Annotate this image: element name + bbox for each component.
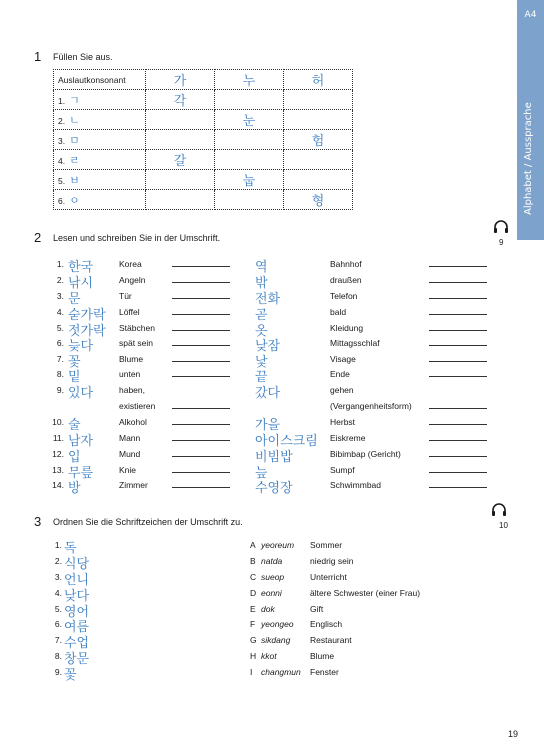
korean-word: 수업 [64,636,90,651]
answer-line[interactable] [172,345,230,346]
korean-word: 밖 [255,276,268,291]
option-letter: E [250,604,256,614]
romanization: sikdang [261,635,291,645]
korean-word: 늦다 [68,339,94,354]
answer-cell[interactable] [146,110,215,130]
final-consonant: ㅁ [69,134,80,147]
table-row [54,90,353,110]
german-word: Schwimmbad [330,480,382,490]
korean-word: 여름 [64,620,90,635]
german-word: Bahnhof [330,259,362,269]
item-number: 1. [56,259,64,269]
answer-cell[interactable] [215,130,284,150]
answer-cell[interactable] [284,150,353,170]
german-word: Herbst [330,417,356,427]
korean-word: 창문 [64,652,90,667]
german-word: (Vergangenheitsform) [330,401,412,411]
row-label [54,90,146,110]
row-number: 4. [58,155,66,166]
korean-word: 전화 [255,292,281,307]
answer-line[interactable] [429,487,487,488]
german-word: Tür [119,291,132,301]
item-number: 9. [56,385,64,395]
final-consonant: ㄹ [69,154,80,167]
german-word: Bibimbap (Gericht) [330,449,401,459]
korean-word: 끝 [255,370,268,385]
korean-word: 문 [68,292,81,307]
headphones-icon[interactable] [491,503,507,517]
german-word: existieren [119,401,156,411]
answer-line[interactable] [172,376,230,377]
korean-word: 식당 [64,557,90,572]
german-word: Stäbchen [119,323,155,333]
german-word: Knie [119,465,137,475]
option-letter: G [250,635,257,645]
german-word: Löffel [119,307,140,317]
answer-line[interactable] [429,440,487,441]
german-word: Korea [119,259,142,269]
answer-line[interactable] [172,456,230,457]
exercise-2-number: 2 [34,230,42,245]
german-word: Blume [119,354,144,364]
item-number: 6. [56,338,64,348]
exercise-3-number: 3 [34,514,42,529]
answer-line[interactable] [429,298,487,299]
option-letter: F [250,619,256,629]
korean-word: 갔다 [255,386,281,401]
german-word: Sumpf [330,465,355,475]
answer-line[interactable] [429,330,487,331]
row-number: 3. [58,135,66,146]
answer-cell[interactable] [284,110,353,130]
final-consonant: ㅂ [69,174,80,187]
audio-track-number: 9 [499,238,504,247]
answer-cell[interactable]: 형 [284,190,353,210]
row-label [54,150,146,170]
row-number: 5. [58,175,66,186]
answer-line[interactable] [429,282,487,283]
german-meaning: ältere Schwester (einer Frau) [310,588,421,598]
exercise-1-title: Füllen Sie aus. [53,52,113,62]
row-number: 2. [58,115,66,126]
headphones-icon[interactable] [493,220,509,234]
answer-cell[interactable] [146,190,215,210]
audio-track-number: 10 [499,521,508,530]
korean-word: 꽃 [64,668,77,683]
answer-line[interactable] [429,456,487,457]
section-label: A4 [524,10,537,20]
answer-line[interactable] [429,376,487,377]
answer-line[interactable] [172,266,230,267]
final-consonant: ㄴ [69,114,80,127]
german-word: Mittagsschlaf [330,338,380,348]
romanization: sueop [261,572,285,582]
german-word: Telefon [330,291,358,301]
answer-line[interactable] [172,361,230,362]
korean-word: 술 [68,418,81,433]
korean-word: 언니 [64,573,90,588]
korean-word: 꽃 [68,355,81,370]
row-number: 6. [58,195,66,206]
answer-line[interactable] [172,424,230,425]
item-number: 14. [52,480,64,490]
korean-word: 아이스크림 [255,434,318,449]
section-sidebar [517,0,544,240]
german-meaning: Gift [310,604,324,614]
answer-cell[interactable]: 눈 [215,110,284,130]
item-number: 2. [54,556,62,566]
korean-word: 한국 [68,260,94,275]
korean-word: 비빔밥 [255,450,293,465]
answer-cell[interactable]: 눕 [215,170,284,190]
row-label [54,130,146,150]
german-word: spät sein [119,338,154,348]
answer-line[interactable] [429,314,487,315]
korean-word: 영어 [64,605,90,620]
answer-line[interactable] [172,408,230,409]
romanization: changmun [261,667,301,677]
german-meaning: Restaurant [310,635,352,645]
answer-line[interactable] [429,266,487,267]
answer-line[interactable] [429,424,487,425]
korean-word: 낮다 [64,589,90,604]
german-word: Eiskreme [330,433,366,443]
item-number: 11. [52,433,64,443]
korean-word: 방 [68,481,81,496]
romanization: dok [261,604,275,614]
answer-line[interactable] [429,361,487,362]
german-word: unten [119,369,141,379]
final-consonant: ㄱ [69,94,80,107]
answer-line[interactable] [429,408,487,409]
korean-word: 무릎 [68,466,94,481]
korean-word: 있다 [68,386,94,401]
item-number: 8. [56,369,64,379]
korean-word: 늪 [255,466,268,481]
item-number: 5. [54,604,62,614]
german-word: Angeln [119,275,146,285]
item-number: 12. [52,449,64,459]
german-word: Mund [119,449,141,459]
korean-word: 가을 [255,418,281,433]
korean-word: 곧 [255,308,268,323]
table-header-syllable: 가 [146,70,215,90]
german-word: bald [330,307,347,317]
final-consonant: ㅇ [69,194,80,207]
korean-word: 숟가락 [68,308,106,323]
korean-word: 낯 [255,355,268,370]
answer-cell[interactable] [146,170,215,190]
table-header-label: Auslautkonsonant [54,70,146,90]
answer-line[interactable] [172,472,230,473]
row-number: 1. [58,95,66,106]
answer-cell[interactable] [215,90,284,110]
korean-word: 옷 [255,324,268,339]
answer-cell[interactable] [215,190,284,210]
korean-word: 낚시 [68,276,94,291]
korean-word: 역 [255,260,268,275]
answer-line[interactable] [429,345,487,346]
german-meaning: niedrig sein [310,556,354,566]
answer-line[interactable] [429,472,487,473]
korean-word: 독 [64,541,77,556]
item-number: 7. [54,635,62,645]
table-row [54,130,353,150]
table-header-syllable: 누 [215,70,284,90]
romanization: yeongeo [261,619,294,629]
exercise-1-number: 1 [34,49,42,64]
romanization: kkot [261,651,277,661]
item-number: 6. [54,619,62,629]
item-number: 4. [54,588,62,598]
option-letter: H [250,651,257,661]
answer-line[interactable] [172,282,230,283]
table-row [54,150,353,170]
german-meaning: Englisch [310,619,343,629]
option-letter: B [250,556,256,566]
item-number: 13. [52,465,64,475]
german-meaning: Unterricht [310,572,347,582]
option-letter: D [250,588,257,598]
german-word: Kleidung [330,323,364,333]
row-label [54,170,146,190]
item-number: 9. [54,667,62,677]
item-number: 3. [56,291,64,301]
romanization: natda [261,556,283,566]
german-meaning: Fenster [310,667,339,677]
korean-word: 남자 [68,434,94,449]
answer-line[interactable] [172,440,230,441]
german-word: Alkohol [119,417,147,427]
exercise-1-table [53,69,353,210]
answer-cell[interactable]: 갈 [146,150,215,170]
korean-word: 밑 [68,370,81,385]
romanization: eonni [261,588,282,598]
answer-cell[interactable]: 각 [146,90,215,110]
item-number: 2. [56,275,64,285]
german-word: Ende [330,369,350,379]
page-number: 19 [508,729,519,739]
answer-line[interactable] [172,487,230,488]
item-number: 8. [54,651,62,661]
answer-cell[interactable] [215,150,284,170]
table-header-syllable: 허 [284,70,353,90]
row-label [54,190,146,210]
item-number: 1. [54,540,62,550]
german-word: Mann [119,433,141,443]
answer-cell[interactable] [284,90,353,110]
item-number: 7. [56,354,64,364]
topic-label: Alphabet / Aussprache [523,102,534,215]
german-word: gehen [330,385,354,395]
german-meaning: Sommer [310,540,343,550]
item-number: 4. [56,307,64,317]
item-number: 5. [56,323,64,333]
answer-cell[interactable] [284,170,353,190]
answer-cell[interactable]: 험 [284,130,353,150]
german-word: draußen [330,275,362,285]
answer-cell[interactable] [146,130,215,150]
table-row [54,170,353,190]
korean-word: 수영장 [255,481,293,496]
row-label [54,110,146,130]
answer-line[interactable] [172,298,230,299]
romanization: yeoreum [261,540,295,550]
table-row [54,110,353,130]
exercise-3-title: Ordnen Sie die Schriftzeichen der Umschrift zu. [53,517,243,527]
german-word: Zimmer [119,480,148,490]
exercise-2-title: Lesen und schreiben Sie in der Umschrift. [53,233,221,243]
answer-line[interactable] [172,330,230,331]
korean-word: 낮잠 [255,339,281,354]
option-letter: C [250,572,257,582]
option-letter: I [250,667,253,677]
korean-word: 입 [68,450,81,465]
item-number: 10. [52,417,64,427]
german-word: haben, [119,385,145,395]
table-row [54,190,353,210]
answer-line[interactable] [172,314,230,315]
german-word: Visage [330,354,356,364]
korean-word: 젓가락 [68,324,106,339]
german-meaning: Blume [310,651,335,661]
option-letter: A [250,540,256,550]
item-number: 3. [54,572,62,582]
